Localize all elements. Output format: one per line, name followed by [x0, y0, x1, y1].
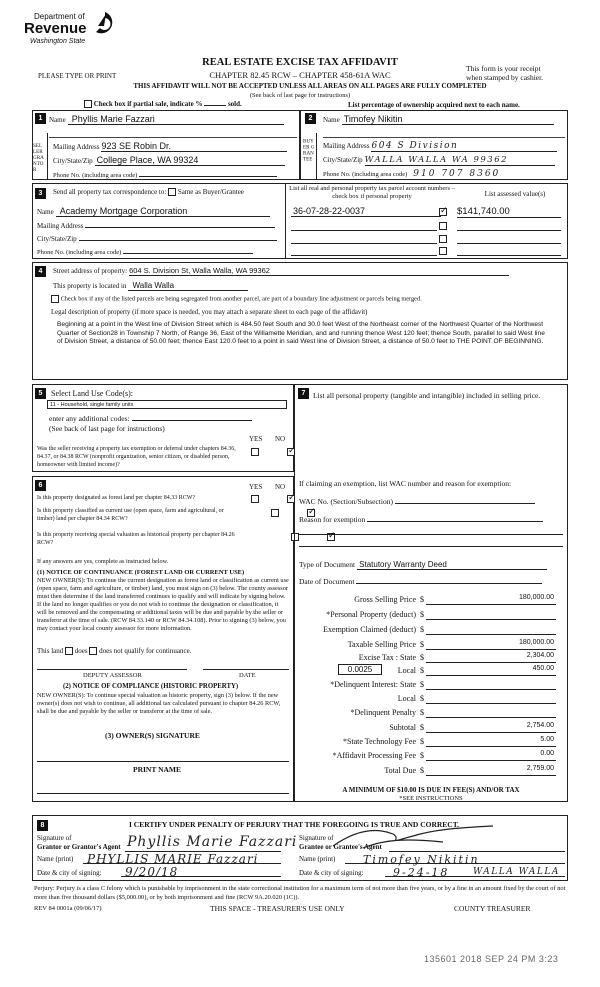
delinquent-interest-state-row: *Delinquent Interest: State $: [294, 679, 588, 692]
segregation-checkbox[interactable]: [51, 295, 59, 303]
buyer-name-row: [323, 114, 565, 125]
additional-codes-row: [49, 413, 252, 423]
buyer-phone-field[interactable]: 910 707 8360: [409, 169, 539, 180]
seller-mailing-field[interactable]: 923 SE Robin Dr.: [101, 141, 287, 152]
located-in-field[interactable]: Walla Walla: [128, 281, 248, 291]
receipt-note-1: This form is your receipt: [466, 64, 541, 73]
doc-type-label: Type of Document: [299, 560, 356, 569]
corr-phone-label: Phone No. (including area code): [37, 249, 122, 256]
buyer-name-label: Name: [323, 116, 340, 124]
corr-mailing-label: Mailing Address: [37, 222, 84, 230]
reason-row: [299, 514, 543, 524]
print-note: PLEASE TYPE OR PRINT: [38, 72, 117, 80]
delinquent-interest-state-field[interactable]: [426, 679, 556, 690]
grantor-signature[interactable]: Phyllis Marie Fazzari: [127, 834, 298, 850]
section-2-badge: 2: [305, 113, 316, 124]
section-3-badge: 3: [35, 188, 46, 199]
segregation-row: [51, 295, 567, 303]
receipt-note-2: when stamped by cashier.: [466, 73, 544, 82]
forest-question: Is this property designated as forest land per chapter 84.33 RCW?: [37, 495, 196, 501]
print-name-label: PRINT NAME: [133, 765, 181, 774]
seller-section: [32, 110, 300, 180]
street-address-row: [53, 266, 553, 276]
deputy-assessor-label: DEPUTY ASSESSOR: [83, 672, 142, 679]
seller-side-label: SELLER GRANTOR: [33, 143, 44, 173]
grantor-name-print-label: Name (print): [37, 855, 74, 863]
delinquent-penalty-field[interactable]: [426, 707, 556, 718]
delinquent-interest-local-row: Local $: [294, 693, 588, 706]
total-due-row: Total Due $ 2,759.00: [384, 765, 554, 775]
additional-codes-field[interactable]: [132, 413, 252, 421]
delinquent-interest-local-field[interactable]: [426, 693, 556, 704]
deputy-assessor-line[interactable]: [37, 669, 187, 670]
assessed-value-field-3[interactable]: [457, 235, 561, 244]
exemption-intro: If claiming an exemption, list WAC number and reason for exemption:: [299, 479, 512, 488]
continuance-row: [37, 647, 191, 655]
perjury-notice: Perjury: Perjury is a class C felony which is punishable by imprisonment in the state correctional institution for a maximum term of not more than five years, or by a fine in an amount fixed by the court of not more than five thousand dollars ($5,000.00), or by both imprisonment and fine (RCW 9A.20.020 (1C)).: [34, 885, 566, 901]
assessed-value-field-2[interactable]: [457, 222, 561, 231]
parcel-number-field-2[interactable]: [291, 222, 437, 231]
does-label: does: [74, 647, 88, 655]
exemption-claimed-label: Exemption Claimed (deduct): [323, 625, 416, 634]
grantor-name-print-field[interactable]: PHYLLIS MARIE Fazzari: [87, 852, 259, 866]
personal-property-row: *Personal Property (deduct) $: [294, 609, 588, 622]
certification-section: [32, 815, 568, 881]
exemption-claimed-field[interactable]: [426, 624, 556, 635]
doc-date-field[interactable]: [356, 576, 542, 584]
same-as-buyer-label: Same as Buyer/Grantee: [177, 188, 244, 196]
notice-continuance-title: (1) NOTICE OF CONTINUANCE (FOREST LAND OR CURRENT USE): [37, 569, 245, 576]
personal-property-checkbox-1[interactable]: [439, 208, 447, 216]
buyer-side-label: BUYER GRANTEE: [303, 139, 315, 163]
grantee-sig-label-2: Grantee or Grantee's Agent: [299, 843, 382, 851]
dor-logo: [8, 10, 120, 60]
see-instructions-note: *SEE INSTRUCTIONS: [399, 795, 463, 802]
ownership-pct-note: List percentage of ownership acquired next to each name.: [348, 101, 520, 109]
located-in-row: [53, 281, 353, 291]
personal-property-checkbox-2[interactable]: [439, 222, 447, 230]
reason-field[interactable]: [367, 514, 543, 522]
logo-agency-line3: Washington State: [30, 38, 86, 45]
affidavit-fee-row: *Affidavit Processing Fee $ 0.00: [332, 750, 554, 760]
tech-fee-label: *State Technology Fee: [342, 737, 416, 746]
excise-local-row: 0.0025 Local $ 450.00: [294, 665, 588, 678]
logo-agency-line2: Revenue: [24, 20, 87, 37]
yes-header-6: YES: [249, 483, 263, 491]
personal-property-checkbox-3[interactable]: [439, 235, 447, 243]
excise-state-label: Excise Tax : State: [358, 653, 416, 662]
qualify-label: qualify for continuance.: [124, 647, 192, 655]
doc-type-row: [299, 560, 547, 570]
personal-property-field[interactable]: [426, 609, 556, 620]
parcel-number-field[interactable]: 36-07-28-22-0037: [291, 206, 441, 217]
forest-current-use-section: [32, 476, 294, 802]
subtotal-label: Subtotal: [389, 723, 416, 732]
buyer-name-field[interactable]: Timofey Nikitin: [342, 114, 554, 125]
assessed-value-field[interactable]: $141,740.00: [457, 206, 561, 218]
treasurer-use-label: THIS SPACE - TREASURER'S USE ONLY: [210, 904, 345, 913]
exemption-yes-checkbox[interactable]: [251, 448, 259, 456]
gross-price-field[interactable]: 180,000.00: [426, 594, 556, 605]
grantee-name-print-label: Name (print): [299, 855, 336, 863]
corr-phone-field[interactable]: [123, 246, 253, 254]
section-1-badge: 1: [35, 113, 46, 124]
personal-property-checkbox-4[interactable]: [439, 247, 447, 255]
buyer-section: [300, 110, 568, 180]
personal-property-label: List all personal property (tangible and intangible) included in selling price.: [313, 391, 541, 400]
current-use-yes-checkbox[interactable]: [271, 509, 279, 517]
minimum-fee-note: A MINIMUM OF $10.00 IS DUE IN FEE(S) AND/OR TAX: [342, 786, 520, 794]
current-use-question: Is this property classified as current use (open space, farm and agricultural, or timber) land per chapter 84.34 RCW?: [37, 508, 224, 522]
form-title: REAL ESTATE EXCISE TAX AFFIDAVIT: [202, 57, 398, 68]
does-not-checkbox[interactable]: [89, 647, 97, 655]
does-not-label: does not: [99, 647, 123, 655]
partial-sale-label: Check box if partial sale, indicate %: [93, 100, 203, 108]
yes-header-5: YES: [249, 435, 263, 443]
parcel-header: List all real and personal property tax parcel account numbers – check box if personal property: [289, 185, 455, 200]
total-due-field[interactable]: 2,759.00: [426, 765, 556, 776]
seller-phone-row: [53, 169, 297, 179]
grantee-signature-scribble[interactable]: [323, 822, 503, 852]
delinquent-interest-state-label: *Delinquent Interest: State: [330, 680, 416, 689]
wac-field[interactable]: [395, 496, 535, 504]
seller-city-field[interactable]: College Place, WA 99324: [95, 155, 285, 166]
exemption-claimed-row: Exemption Claimed (deduct) $: [294, 624, 588, 637]
grantor-sig-label-1: Signature of: [37, 834, 72, 842]
excise-local-label: Local: [397, 666, 416, 675]
additional-codes-label: enter any additional codes:: [49, 414, 130, 423]
section-5-badge: 5: [35, 388, 46, 399]
excise-state-row: Excise Tax : State $ 2,304.00: [358, 652, 554, 662]
notice-compliance-title: (2) NOTICE OF COMPLIANCE (HISTORIC PROPERTY): [63, 683, 239, 690]
section-8-badge: 8: [37, 820, 48, 831]
seller-city-row: [53, 155, 297, 166]
tech-fee-row: *State Technology Fee $ 5.00: [342, 736, 554, 746]
reason-label: Reason for exemption: [299, 515, 366, 524]
street-address-label: Street address of property:: [53, 267, 128, 275]
affidavit-fee-field[interactable]: 0.00: [426, 750, 556, 761]
grantee-city-field[interactable]: WALLA WALLA: [473, 867, 560, 877]
located-in-label: This property is located in: [53, 282, 127, 290]
form-number: REV 84 0001a (09/06/17): [34, 905, 102, 912]
wac-row: [299, 496, 535, 506]
doc-type-field[interactable]: Statutory Warranty Deed: [357, 560, 547, 570]
certify-statement: I CERTIFY UNDER PENALTY OF PERJURY THAT THE FOREGOING IS TRUE AND CORRECT.: [129, 820, 460, 829]
legal-description-label: Legal description of property (if more space is needed, you may attach a separate sheet to each page of the affidavit): [51, 309, 368, 316]
section-4-badge: 4: [35, 266, 46, 277]
seller-name-row: [49, 114, 297, 125]
owner-signature-label: (3) OWNER(S) SIGNATURE: [105, 731, 200, 740]
delinquent-penalty-label: *Delinquent Penalty: [350, 708, 416, 717]
parcel-number-field-4[interactable]: [291, 247, 437, 256]
buyer-mailing-row: [323, 141, 565, 152]
section-7-badge: 7: [298, 388, 309, 399]
seller-mailing-label: Mailing Address: [53, 143, 100, 151]
deputy-date-label: DATE: [239, 672, 256, 679]
taxable-price-field[interactable]: 180,000.00: [426, 639, 556, 650]
partial-sale-checkbox[interactable]: [84, 100, 92, 108]
land-use-label: Select Land Use Code(s):: [51, 389, 133, 398]
tax-correspondence-section: [32, 183, 568, 259]
buyer-city-field[interactable]: WALLA WALLA WA 99362: [365, 155, 555, 166]
subtotal-row: Subtotal $ 2,754.00: [389, 722, 554, 732]
grantee-name-print-field[interactable]: Timofey Nikitin: [363, 853, 480, 866]
corr-city-row: [37, 233, 281, 243]
buyer-phone-label: Phone No. (including area code): [323, 171, 408, 178]
corr-name-row: [37, 206, 281, 217]
recording-stamp: 135601 2018 SEP 24 PM 3:23: [424, 954, 559, 964]
doc-date-label: Date of Document: [299, 577, 355, 586]
form-chapter: CHAPTER 82.45 RCW – CHAPTER 458-61A WAC: [209, 70, 391, 80]
no-header-6: NO: [275, 483, 286, 491]
exemption-question: Was the seller receiving a property tax exemption or deferral under chapters 84.36, 84.37, or 84.38 RCW (nonprofit organization, senior citizen, or disabled person, homeowner with limited income)?: [37, 446, 236, 468]
logo-agency-line1: Department of: [34, 12, 85, 21]
segregation-label: Check box if any of the listed parcels are being segregated from another parcel, are part of a boundary line adjustment or parcels being merged.: [60, 295, 422, 303]
seller-phone-label: Phone No. (including area code): [53, 172, 138, 179]
corr-phone-row: [37, 246, 281, 256]
send-correspondence-row: [53, 188, 244, 196]
sold-label: sold.: [227, 100, 242, 108]
print-name-line[interactable]: [37, 793, 289, 794]
excise-local-field[interactable]: 450.00: [426, 665, 556, 676]
seller-mailing-row: [53, 141, 297, 152]
owner-signature-line[interactable]: [37, 761, 289, 762]
land-use-section: [32, 384, 294, 472]
affidavit-fee-label: *Affidavit Processing Fee: [332, 751, 416, 760]
notice-continuance-text: NEW OWNER(S): To continue the current designation as forest land or classification as current use (open space, farm and agriculture, or timber) land, you must sign on (3) below. The county assessor must then determine if the land transferred continues to qualify and will indicate by signing below. If the land no longer qualifies or you do not wish to continue the designation or classification, it will be removed and the compensating or additional taxes will be due and payable by the seller or transferor at the time of sale. (RCW 84.33.140 or RCW 84.34.108). Prior to signing (3) below, you may contact your local county assessor for more information.: [37, 577, 289, 632]
grantor-sig-label-2: Grantor or Grantor's Agent: [37, 843, 121, 851]
wac-label: WAC No. (Section/Subsection): [299, 497, 393, 506]
land-use-select[interactable]: 11 - Household, single family units: [47, 400, 287, 409]
completion-warning: THIS AFFIDAVIT WILL NOT BE ACCEPTED UNLESS ALL AREAS ON ALL PAGES ARE FULLY COMPLETED: [133, 82, 487, 90]
notice-compliance-text: NEW OWNER(S): To continue special valuation as historic property, sign (3) below. If the new owner(s) does not wish to continue, all additional tax calculated pursuant to chapter 84.26 RCW, shall be due and payable by the seller or transferor at the time of sale.: [37, 692, 281, 715]
delinquent-interest-local-label: Local: [397, 694, 416, 703]
corr-mailing-row: [37, 220, 281, 230]
grantee-date-field[interactable]: 9-24-18: [393, 866, 450, 879]
if-yes-note: If any answers are yes, complete as instructed below.: [37, 558, 169, 565]
see-back-note: (See back of last page for instructions): [249, 92, 351, 99]
local-rate-field[interactable]: 0.0025: [338, 664, 382, 675]
land-use-see-back: (See back of last page for instructions): [49, 424, 165, 433]
grantor-date-field[interactable]: 9/20/18: [125, 865, 179, 879]
doc-date-row: [299, 576, 542, 586]
buyer-phone-row: [323, 169, 565, 180]
does-checkbox[interactable]: [65, 647, 73, 655]
legal-description-field[interactable]: Beginning at a point in the West line of Division Street which is 484.50 feet South and 30.0 feet West of the Northeast corner of the Northwest Quarter of the Northwest Quarter of Section28 in Township 7 North, of Range 36, East of the Willamette Meridian, and and running thence West 120 feet; thence South, parallel to said West line of Division Street, a distance of 50.00 feet; thence East 120.0 feet to a point in said West line of Division Street, a distance of 50.0 feet to THE POINT OF BEGINNING.: [57, 321, 545, 346]
no-header-5: NO: [275, 435, 286, 443]
tech-fee-field[interactable]: 5.00: [426, 736, 556, 747]
excise-state-field[interactable]: 2,304.00: [426, 652, 556, 663]
county-treasurer-label: COUNTY TREASURER: [454, 904, 531, 913]
section-6-badge: 6: [35, 480, 46, 491]
property-description-section: [32, 262, 568, 380]
historic-question: Is this property receiving special valuation as historical property per chapter 84.26 RCW?: [37, 532, 235, 546]
this-land-label: This land: [37, 647, 64, 655]
swirl-logo-icon: [92, 10, 118, 40]
delinquent-penalty-row: *Delinquent Penalty $: [294, 707, 588, 720]
total-due-label: Total Due: [384, 766, 416, 775]
corr-city-field[interactable]: [79, 233, 277, 241]
taxable-price-label: Taxable Selling Price: [347, 640, 416, 649]
assessed-value-field-4[interactable]: [457, 247, 561, 256]
buyer-mailing-label: Mailing Address: [323, 142, 370, 150]
seller-city-label: City/State/Zip: [53, 157, 93, 165]
corr-name-label: Name: [37, 208, 54, 216]
send-correspondence-label: Send all property tax correspondence to:: [53, 188, 167, 196]
assessed-header: List assessed value(s): [484, 190, 546, 198]
parcel-number-field-3[interactable]: [291, 235, 437, 244]
buyer-city-label: City/State/Zip: [323, 156, 363, 164]
seller-phone-field[interactable]: [139, 169, 277, 177]
taxable-price-row: Taxable Selling Price $ 180,000.00: [347, 639, 554, 649]
seller-name-field[interactable]: Phyllis Marie Fazzari: [68, 114, 284, 125]
forest-yes-checkbox[interactable]: [251, 495, 259, 503]
buyer-city-row: [323, 155, 565, 166]
buyer-mailing-field[interactable]: 604 S Division: [371, 141, 557, 152]
gross-price-label: Gross Selling Price: [354, 595, 416, 604]
deputy-date-line[interactable]: [203, 669, 289, 670]
grantor-date-label: Date & city of signing:: [37, 869, 102, 877]
grantee-sig-label-1: Signature of: [299, 834, 334, 842]
partial-sale-row: [84, 100, 242, 108]
personal-property-deduct-label: *Personal Property (deduct): [326, 610, 416, 619]
subtotal-field[interactable]: 2,754.00: [426, 722, 556, 733]
street-address-field[interactable]: 604 S. Division St, Walla Walla, WA 99362: [129, 266, 509, 276]
seller-name-label: Name: [49, 116, 66, 124]
corr-city-label: City/State/Zip: [37, 235, 77, 243]
gross-price-row: Gross Selling Price $ 180,000.00: [354, 594, 554, 604]
corr-mailing-field[interactable]: [85, 220, 275, 228]
same-as-buyer-checkbox[interactable]: [168, 188, 176, 196]
grantee-date-label: Date & city of signing:: [299, 869, 364, 877]
corr-name-field[interactable]: Academy Mortgage Corporation: [56, 206, 270, 217]
